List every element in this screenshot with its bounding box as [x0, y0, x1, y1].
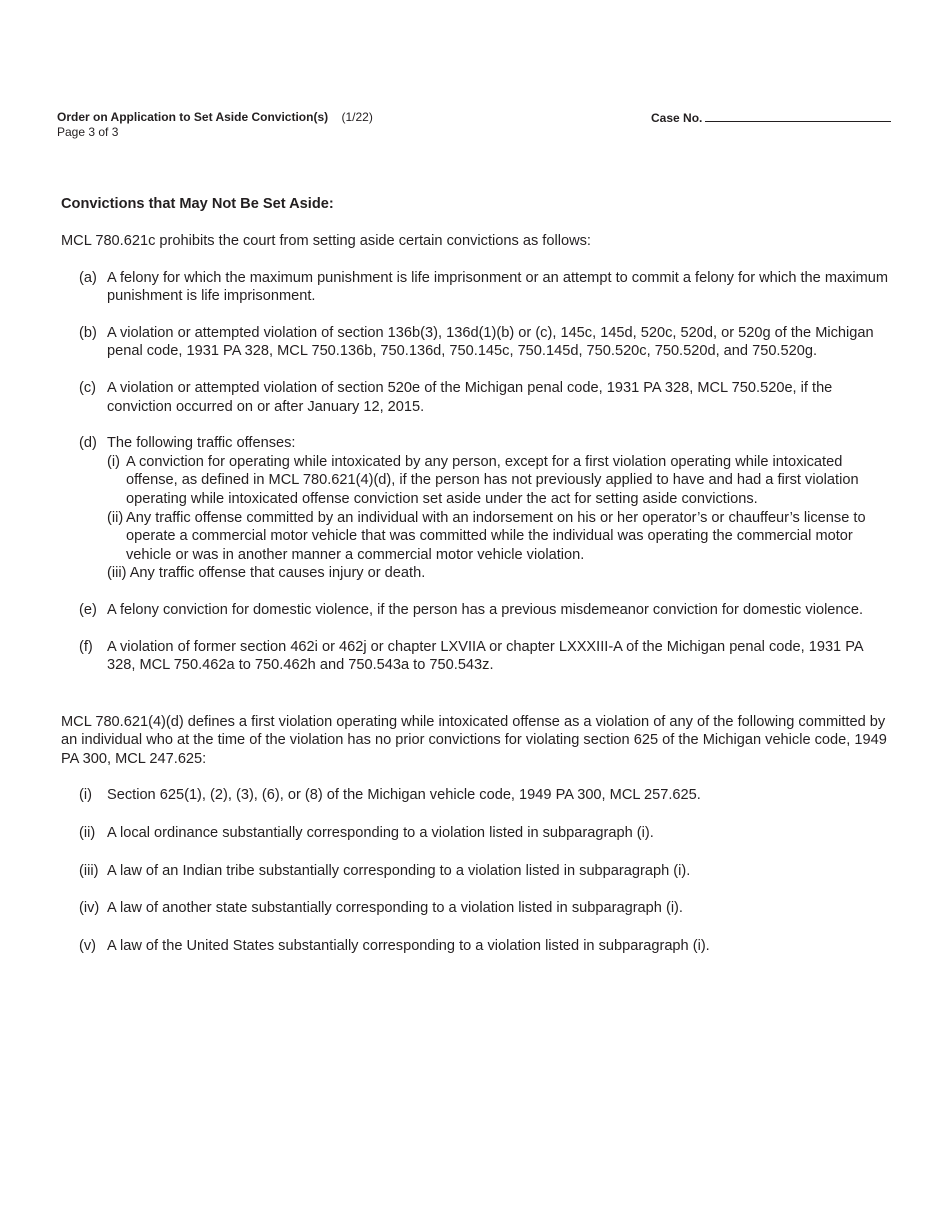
sublist-item-label: (i): [107, 453, 120, 470]
list-item-text: A felony conviction for domestic violence, if the person has a previous misdemeanor conviction for domestic violence.: [107, 601, 864, 618]
traffic-offenses-sublist: [107, 453, 895, 583]
list-item: [61, 824, 895, 843]
definition-paragraph: MCL 780.621(4)(d) defines a first violation operating while intoxicated offense as a violation of any of the following committed by an individual who at the time of the violation has no prior convictions for violating section 625 of the Michigan vehicle code, 1949 PA 300, MCL 247.625:: [61, 713, 887, 767]
list-item-text: A law of another state substantially corresponding to a violation listed in subparagraph (i).: [107, 900, 683, 917]
list-item: [61, 324, 895, 361]
list-item-text: Section 625(1), (2), (3), (6), or (8) of the Michigan vehicle code, 1949 PA 300, MCL 257.625.: [107, 787, 701, 804]
sublist-item-label: (iii): [107, 565, 127, 582]
form-title: Order on Application to Set Aside Conviction(s): [57, 110, 329, 124]
sublist-item-text: Any traffic offense that causes injury or death.: [129, 565, 426, 582]
sublist-item-text: A conviction for operating while intoxicated by any person, except for a first violation operating while intoxicated offense, as defined in MCL 780.621(4)(d), if the person has not previously applied to have and had a first violation operating while intoxicated offense conviction set aside under the act for setting aside convictions.: [126, 453, 859, 507]
section-title: Convictions that May Not Be Set Aside:: [61, 196, 334, 212]
list-item: [61, 786, 895, 805]
sublist-item-label: (ii): [107, 509, 124, 526]
list-item-label: (f): [79, 638, 93, 655]
list-item-text: A felony for which the maximum punishment is life imprisonment or an attempt to commit a felony for which the maximum punishment is life imprisonment.: [107, 269, 889, 305]
list-item-text: A violation or attempted violation of section 520e of the Michigan penal code, 1931 PA 328, MCL 750.520e, if the conviction occurred on or after January 12, 2015.: [107, 379, 833, 415]
page-number: Page 3 of 3: [57, 125, 119, 139]
sublist-item: [107, 453, 895, 509]
list-item-text: A violation or attempted violation of section 136b(3), 136d(1)(b) or (c), 145c, 145d, 520c, 520d, or 520g of the Michigan penal code, 1931 PA 328, MCL 750.136b, 750.136d, 750.145c, 750.145d, 750.520c, 750.520d, and 750.520g.: [107, 324, 874, 360]
list-item: [61, 937, 895, 956]
definition-list: [61, 786, 895, 955]
sublist-item: [107, 564, 895, 583]
list-item: [61, 899, 895, 918]
list-item: [61, 434, 895, 583]
sublist-item: [107, 509, 895, 565]
list-item: [61, 638, 895, 675]
list-item-label: (iv): [79, 900, 100, 917]
list-item-label: (c): [79, 379, 97, 396]
list-item: [61, 601, 895, 620]
list-item-label: (d): [79, 435, 97, 452]
form-header: [57, 110, 373, 140]
case-number-field: [651, 110, 891, 126]
list-item-label: (v): [79, 937, 97, 954]
list-item-text: A law of the United States substantially corresponding to a violation listed in subparagraph (i).: [107, 937, 710, 954]
list-item-label: (i): [79, 787, 92, 804]
list-item: [61, 269, 895, 306]
list-item-label: (b): [79, 324, 97, 341]
list-item-text: A local ordinance substantially corresponding to a violation listed in subparagraph (i).: [107, 825, 654, 842]
case-number-label: Case No.: [651, 111, 703, 125]
sublist-item-text: Any traffic offense committed by an individual with an indorsement on his or her operator’s or chauffeur’s license to operate a commercial motor vehicle that was committed while the individual was operating the commercial motor vehicle or was in another manner a commercial motor vehicle violation.: [126, 509, 866, 563]
list-item-text: A law of an Indian tribe substantially corresponding to a violation listed in subparagraph (i).: [107, 862, 691, 879]
list-item-text: The following traffic offenses:: [107, 435, 296, 452]
list-item-label: (ii): [79, 825, 96, 842]
case-number-blank[interactable]: [705, 110, 891, 122]
form-version: (1/22): [341, 110, 373, 124]
list-item-label: (iii): [79, 862, 99, 879]
list-item-label: (a): [79, 269, 97, 286]
section-intro: MCL 780.621c prohibits the court from setting aside certain convictions as follows:: [61, 233, 591, 249]
document-body: [61, 194, 895, 974]
list-item-label: (e): [79, 601, 97, 618]
list-item: [61, 379, 895, 416]
list-item: [61, 862, 895, 881]
list-item-text: A violation of former section 462i or 462j or chapter LXVIIA or chapter LXXXIII-A of the Michigan penal code, 1931 PA 328, MCL 750.462a to 750.462h and 750.543a to 750.543z.: [107, 638, 863, 674]
prohibited-convictions-list: [61, 269, 895, 675]
